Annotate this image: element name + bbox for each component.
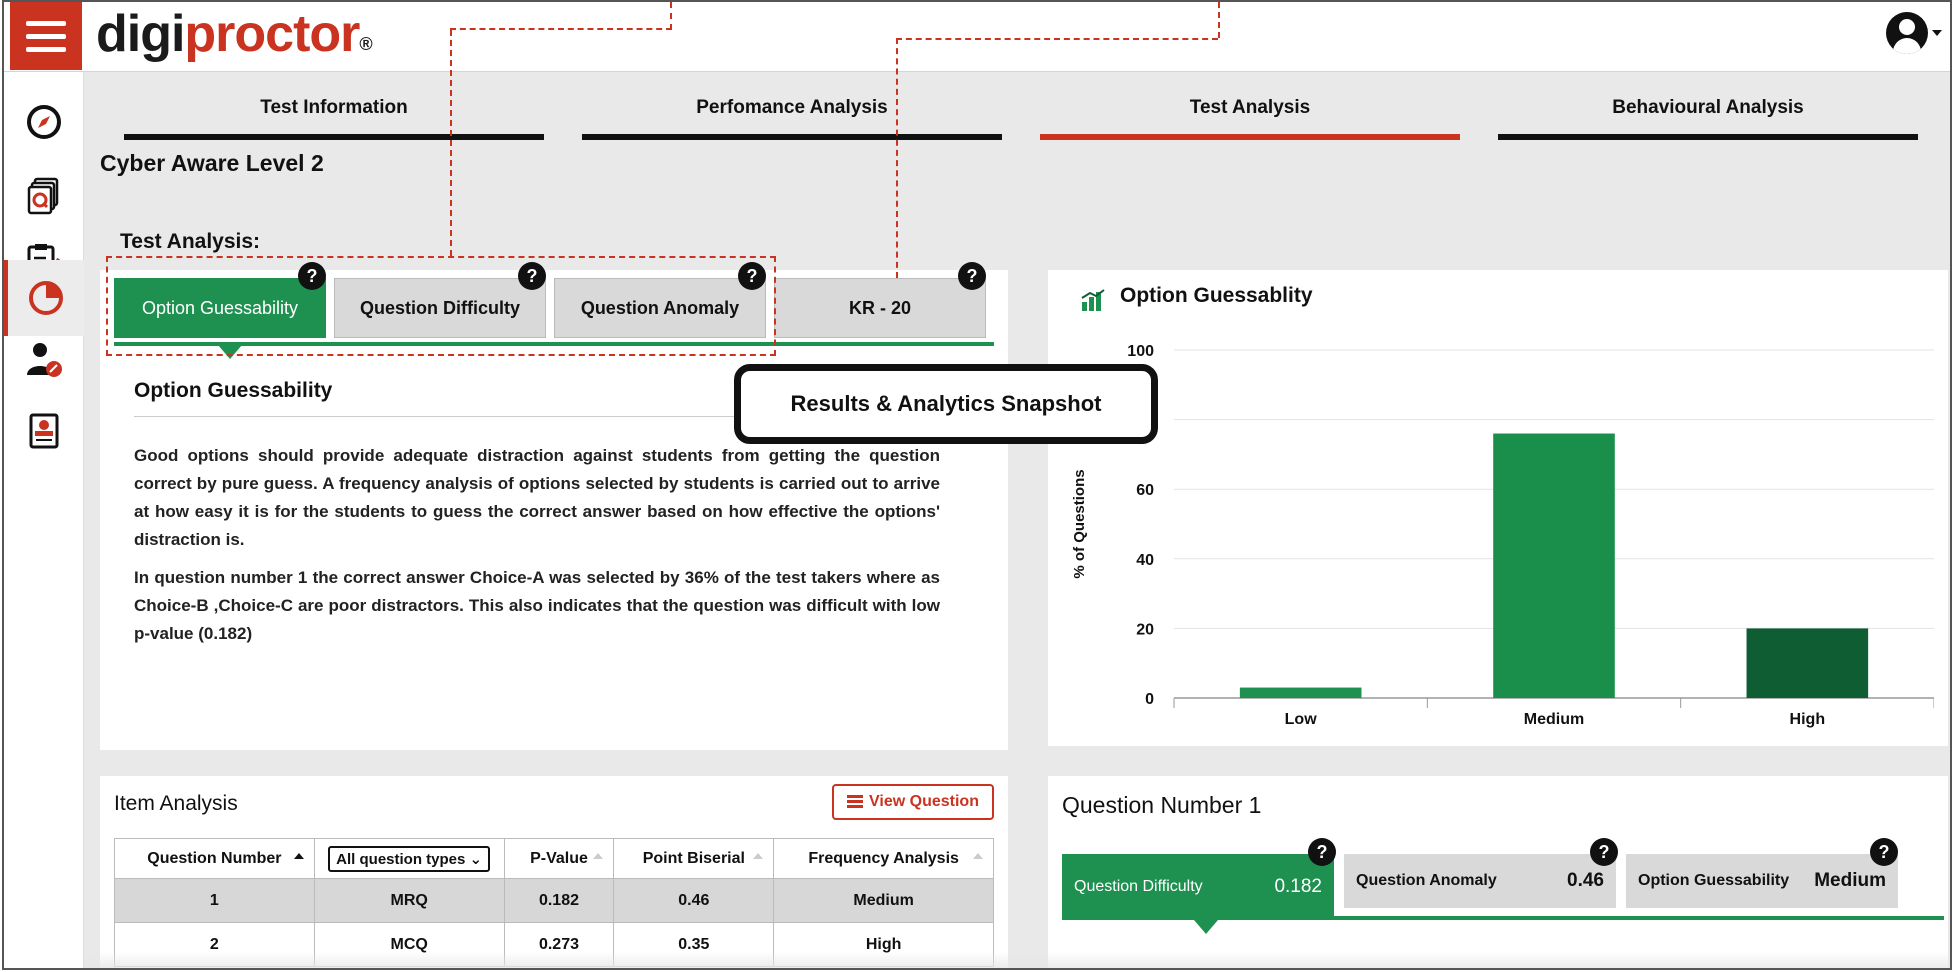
item-analysis-table [114,838,994,967]
tab-label: Test Analysis [1189,97,1311,118]
y-axis-label: % of Questions [1071,469,1088,579]
sort-icon[interactable] [753,853,763,859]
page-title: Cyber Aware Level 2 [100,150,324,176]
tab-label: Test Information [260,97,408,118]
question-type-filter[interactable] [314,839,504,879]
annotation-connector [450,2,672,30]
active-metric-pointer [1194,920,1218,934]
y-tick-label: 40 [1136,551,1154,569]
help-option-guessability-icon[interactable]: ? [298,262,326,290]
tab-label: Perfomance Analysis [696,97,888,118]
highlight-box [106,256,776,356]
cell-point-biserial: 0.46 [614,879,774,923]
metric-label: Option Guessability [1638,872,1790,889]
metric-label: Question Anomaly [1356,872,1497,889]
detail-paragraph-2: In question number 1 the correct answer Choice-A was selected by 36% of the test takers where as Choice-B ,Choice-C are poor distractors. This also indicates that the question was difficult with low p-value (0.182) [134,568,940,643]
column-label: Frequency Analysis [808,849,959,867]
bar-high [1747,628,1869,698]
cell-p-value: 0.273 [504,923,614,967]
metric-question-difficulty[interactable] [1062,854,1334,920]
logo-text-proctor: proctor [184,5,360,63]
app-frame [2,0,1952,970]
cell-frequency: Medium [774,879,994,923]
subtab-label: Question Difficulty [359,297,520,318]
column-label: Question Number [147,849,282,867]
sidebar-item-proctors[interactable] [4,322,84,398]
option-guessability-chart [1054,332,1934,742]
list-icon [847,795,863,809]
annotation-connector [1218,2,1220,38]
question-number-title: Question Number 1 [1062,792,1262,818]
bottom-fade [84,952,1952,970]
column-header-p-value[interactable] [504,839,614,879]
column-header-question-number[interactable] [115,839,315,879]
subtab-kr20[interactable] [774,278,986,338]
metric-label: Question Difficulty [1074,878,1203,895]
logo-registered-mark: ® [359,34,372,54]
metric-value: 0.46 [1567,870,1604,891]
pie-chart-icon [23,275,69,321]
results-analytics-callout: Results & Analytics Snapshot [734,364,1158,444]
column-header-point-biserial[interactable] [614,839,774,879]
detail-heading: Option Guessability [134,379,333,402]
help-question-anomaly-icon[interactable]: ? [738,262,766,290]
y-tick-label: 100 [1127,343,1154,360]
digiproctor-logo[interactable] [96,4,372,64]
column-label: Point Biserial [642,849,745,867]
top-bar [4,2,1950,72]
x-tick-label: Medium [1523,711,1585,728]
tab-test-analysis[interactable] [1040,72,1460,140]
metric-question-anomaly[interactable] [1344,854,1616,908]
help-metric-guessability-icon[interactable]: ? [1870,838,1898,866]
metric-value: Medium [1814,870,1886,891]
cell-question-type: MRQ [314,879,504,923]
bar-chart-icon [1080,288,1106,312]
user-proctor-icon [21,337,67,383]
sort-ascending-icon[interactable] [294,853,304,859]
subtab-label: Option Guessability [141,297,299,318]
cell-question-number: 2 [115,923,315,967]
tab-behavioural-analysis[interactable] [1498,72,1918,140]
question-bank-icon [21,173,67,219]
column-header-frequency-analysis[interactable] [774,839,994,879]
bar-medium [1493,434,1615,698]
help-metric-anomaly-icon[interactable]: ? [1590,838,1618,866]
sort-icon[interactable] [593,853,603,859]
cell-question-type: MCQ [314,923,504,967]
chart-title: Option Guessablity [1120,284,1313,307]
cell-p-value: 0.182 [504,879,614,923]
compass-icon [21,99,67,145]
sidebar-item-question-bank[interactable] [4,158,84,234]
tab-test-information[interactable] [124,72,544,140]
subtab-label: Question Anomaly [580,297,740,318]
section-title: Test Analysis: [120,230,261,253]
bar-low [1240,688,1362,698]
help-metric-difficulty-icon[interactable]: ? [1308,838,1336,866]
tab-label: Behavioural Analysis [1612,97,1804,118]
help-kr20-icon[interactable]: ? [958,262,986,290]
help-question-difficulty-icon[interactable]: ? [518,262,546,290]
annotation-connector [896,38,1218,40]
sidebar-item-guests[interactable] [4,392,84,468]
metric-option-guessability[interactable] [1626,854,1898,908]
cell-point-biserial: 0.35 [614,923,774,967]
hamburger-menu-icon[interactable] [10,2,82,70]
user-avatar-icon[interactable] [1886,12,1928,54]
sort-icon[interactable] [973,853,983,859]
annotation-connector [450,30,452,256]
column-label: P-Value [530,849,588,867]
cell-question-number: 1 [115,879,315,923]
guest-badge-icon [21,407,67,453]
tab-performance-analysis[interactable] [582,72,1002,140]
metric-value: 0.182 [1274,876,1322,897]
cell-frequency: High [774,923,994,967]
subtab-label: KR - 20 [848,297,911,318]
user-menu-caret-icon[interactable] [1932,30,1942,36]
view-question-label: View Question [869,793,979,810]
y-tick-label: 20 [1136,621,1154,639]
y-tick-label: 60 [1136,482,1154,500]
select-value: All question types [336,850,466,868]
item-analysis-title: Item Analysis [114,792,238,815]
logo-text-digi: digi [96,5,185,63]
y-tick-label: 0 [1145,691,1154,708]
sidebar [4,72,84,970]
table-row[interactable] [115,879,994,923]
question-type-select[interactable]: All question types ⌄ [328,846,490,872]
x-tick-label: Low [1284,711,1317,728]
view-question-button[interactable] [832,784,994,820]
annotation-connector [896,38,898,278]
x-tick-label: High [1789,711,1826,728]
sidebar-item-dashboard[interactable] [4,84,84,160]
detail-paragraph-1: Good options should provide adequate distraction against students from getting the question correct by pure guess. A frequency analysis of options selected by students is carried out to arrive at how easy it is for the students to guess the correct answer based on how effective the options' distraction is. [134,446,940,549]
